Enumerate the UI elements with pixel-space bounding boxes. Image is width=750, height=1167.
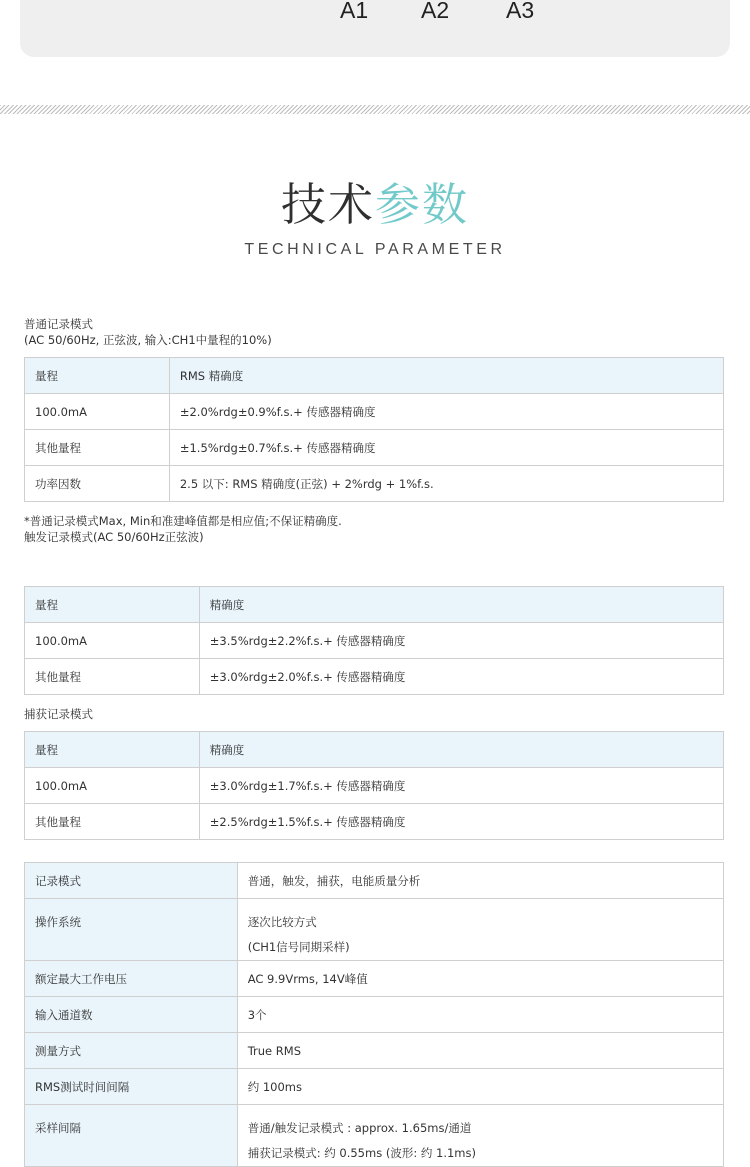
table-row (25, 394, 724, 430)
spec-row (25, 997, 724, 1033)
capture-mode-title: 捕获记录模式 (24, 707, 93, 721)
label-a2: A2 (421, 0, 450, 23)
spec-key: 记录模式 (25, 863, 238, 899)
table-cell: ±1.5%rdg±0.7%f.s.+ 传感器精确度 (169, 430, 723, 466)
table-cell: ±2.5%rdg±1.5%f.s.+ 传感器精确度 (199, 804, 723, 840)
table-header-row (25, 732, 724, 768)
spec-value (237, 899, 723, 961)
specs-table (24, 862, 724, 1167)
spec-row (25, 1033, 724, 1069)
channel-labels (0, 0, 750, 27)
table-cell: 100.0mA (25, 394, 170, 430)
table-cell: 其他量程 (25, 659, 200, 695)
spec-value: AC 9.9Vrms, 14V峰值 (237, 961, 723, 997)
section-subheading: TECHNICAL PARAMETER (244, 241, 506, 258)
table-header-row (25, 358, 724, 394)
spec-key: 测量方式 (25, 1033, 238, 1069)
table-cell: 功率因数 (25, 466, 170, 502)
header-cell: 量程 (25, 358, 170, 394)
table-cell: ±2.0%rdg±0.9%f.s.+ 传感器精确度 (169, 394, 723, 430)
spec-value: 约 100ms (237, 1069, 723, 1105)
header-cell: RMS 精确度 (169, 358, 723, 394)
spec-row (25, 863, 724, 899)
table-row (25, 466, 724, 502)
spec-row (25, 1105, 724, 1167)
capture-mode-table (24, 731, 724, 840)
table-cell: 100.0mA (25, 768, 200, 804)
normal-mode-title-line2: (AC 50/60Hz, 正弦波, 输入:CH1中量程的10%) (24, 333, 272, 347)
heading-accent: 参数 (375, 178, 470, 231)
spec-row (25, 961, 724, 997)
label-a1: A1 (340, 0, 369, 23)
spec-value-line2: (CH1信号同期采样) (247, 940, 350, 954)
spec-value-line1: 逐次比较方式 (247, 915, 317, 929)
table-cell: 其他量程 (25, 804, 200, 840)
table-cell: 2.5 以下: RMS 精确度(正弦) + 2%rdg + 1%f.s. (169, 466, 723, 502)
table-row (25, 768, 724, 804)
spec-row (25, 899, 724, 961)
trigger-mode-table (24, 586, 724, 695)
spec-key: 操作系统 (25, 899, 238, 961)
accuracy-footnote: *普通记录模式Max, Min和准建峰值都是相应值;不保证精确度. (24, 514, 342, 528)
spec-key: RMS测试时间间隔 (25, 1069, 238, 1105)
table-cell: 100.0mA (25, 623, 200, 659)
table-row (25, 430, 724, 466)
spec-value: 普通，触发，捕获，电能质量分析 (237, 863, 723, 899)
table-cell: ±3.0%rdg±2.0%f.s.+ 传感器精确度 (199, 659, 723, 695)
trigger-mode-title: 触发记录模式(AC 50/60Hz正弦波) (24, 530, 204, 544)
spec-key: 采样间隔 (25, 1105, 238, 1167)
header-cell: 量程 (25, 587, 200, 623)
table-header-row (25, 587, 724, 623)
spec-value (237, 1105, 723, 1167)
table-row (25, 623, 724, 659)
normal-mode-table (24, 357, 724, 502)
table-cell: ±3.0%rdg±1.7%f.s.+ 传感器精确度 (199, 768, 723, 804)
spec-value: 3个 (237, 997, 723, 1033)
header-cell: 精确度 (199, 587, 723, 623)
header-cell: 精确度 (199, 732, 723, 768)
hatched-divider (0, 105, 750, 114)
table-row (25, 804, 724, 840)
header-cell: 量程 (25, 732, 200, 768)
spec-key: 额定最大工作电压 (25, 961, 238, 997)
spec-row (25, 1069, 724, 1105)
spec-value-line2: 捕获记录模式: 约 0.55ms (波形: 约 1.1ms) (247, 1146, 476, 1160)
normal-mode-title-line1: 普通记录模式 (24, 317, 93, 331)
table-row (25, 659, 724, 695)
spec-key: 输入通道数 (25, 997, 238, 1033)
spec-value-line1: 普通/触发记录模式 : approx. 1.65ms/通道 (247, 1121, 472, 1135)
normal-mode-title (24, 316, 272, 348)
section-heading (0, 168, 750, 233)
label-a3: A3 (506, 0, 535, 23)
table-cell: ±3.5%rdg±2.2%f.s.+ 传感器精确度 (199, 623, 723, 659)
spec-value: True RMS (237, 1033, 723, 1069)
heading-dark: 技术 (280, 178, 375, 231)
table-cell: 其他量程 (25, 430, 170, 466)
trigger-mode-note (24, 513, 342, 545)
